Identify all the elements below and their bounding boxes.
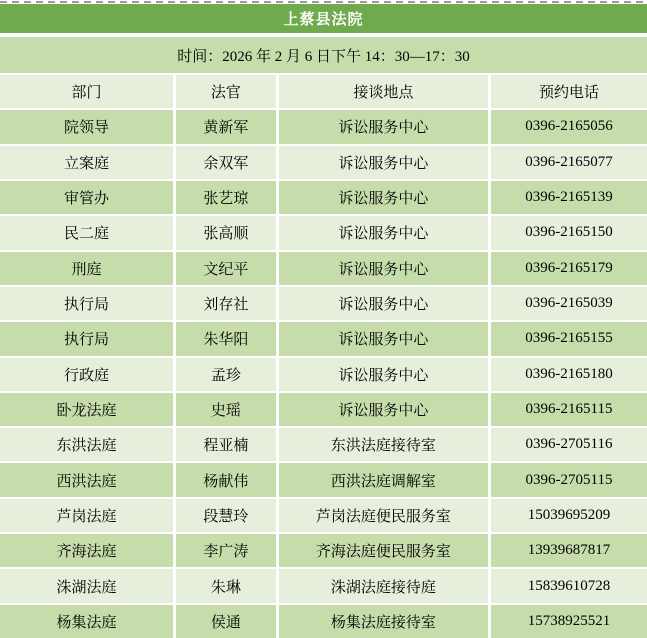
cell-department: 东洪法庭 — [0, 428, 176, 461]
cell-phone: 0396-2165155 — [525, 330, 613, 347]
table-row — [0, 428, 647, 461]
table-row — [0, 287, 647, 320]
table-row — [0, 358, 647, 391]
cell-location: 芦岗法庭便民服务室 — [279, 499, 491, 532]
table-row — [0, 463, 647, 496]
column-header-location: 接谈地点 — [279, 75, 491, 108]
cell-phone: 0396-2165180 — [525, 365, 613, 382]
cell-department: 行政庭 — [0, 358, 176, 391]
cell-phone: 0396-2165056 — [525, 118, 613, 135]
column-header-judge: 法官 — [176, 75, 279, 108]
cell-department: 刑庭 — [0, 252, 176, 285]
cell-phone: 0396-2165039 — [525, 295, 613, 312]
selection-dashed-border — [0, 0, 647, 4]
cell-phone: 15039695209 — [527, 506, 611, 523]
table-row — [0, 216, 647, 249]
cell-department: 民二庭 — [0, 216, 176, 249]
cell-department: 立案庭 — [0, 146, 176, 179]
cell-phone: 0396-2165115 — [525, 400, 613, 417]
table-row — [0, 252, 647, 285]
cell-judge: 朱琳 — [176, 569, 279, 602]
cell-judge: 李广涛 — [176, 534, 279, 567]
cell-judge: 刘存社 — [176, 287, 279, 320]
cell-judge: 史瑶 — [176, 393, 279, 426]
cell-judge: 杨献伟 — [176, 463, 279, 496]
cell-department: 芦岗法庭 — [0, 499, 176, 532]
cell-phone: 0396-2165139 — [525, 189, 613, 206]
cell-location: 诉讼服务中心 — [279, 216, 491, 249]
cell-phone: 0396-2705115 — [525, 471, 613, 488]
cell-department: 卧龙法庭 — [0, 393, 176, 426]
cell-judge: 朱华阳 — [176, 322, 279, 355]
cell-department: 审管办 — [0, 181, 176, 214]
cell-phone: 13939687817 — [527, 542, 611, 559]
column-header-phone: 预约电话 — [538, 85, 599, 102]
cell-location: 诉讼服务中心 — [279, 287, 491, 320]
cell-phone: 15738925521 — [527, 612, 611, 629]
session-time-text: 时间：2026 年 2 月 6 日下午 14：30—17：30 — [177, 48, 470, 65]
cell-location: 杨集法庭接待室 — [279, 605, 491, 638]
cell-department: 西洪法庭 — [0, 463, 176, 496]
cell-location: 诉讼服务中心 — [279, 393, 491, 426]
cell-location: 诉讼服务中心 — [279, 181, 491, 214]
column-header-department: 部门 — [0, 75, 176, 108]
cell-judge: 张高顺 — [176, 216, 279, 249]
cell-department: 杨集法庭 — [0, 605, 176, 638]
cell-location: 西洪法庭调解室 — [279, 463, 491, 496]
table-row — [0, 181, 647, 214]
table-row — [0, 534, 647, 567]
cell-location: 洙湖法庭接待庭 — [279, 569, 491, 602]
cell-location: 诉讼服务中心 — [279, 110, 491, 143]
cell-department: 执行局 — [0, 287, 176, 320]
cell-phone: 0396-2165150 — [525, 224, 613, 241]
cell-department: 洙湖法庭 — [0, 569, 176, 602]
cell-judge: 程亚楠 — [176, 428, 279, 461]
cell-location: 东洪法庭接待室 — [279, 428, 491, 461]
table-header-row — [0, 75, 647, 108]
cell-phone: 15839610728 — [527, 577, 611, 594]
cell-judge: 黄新军 — [176, 110, 279, 143]
cell-department: 齐海法庭 — [0, 534, 176, 567]
court-title: 上蔡县法院 — [283, 11, 364, 28]
cell-judge: 张艺琼 — [176, 181, 279, 214]
table-row — [0, 393, 647, 426]
cell-location: 诉讼服务中心 — [279, 322, 491, 355]
cell-phone: 0396-2165077 — [525, 153, 613, 170]
cell-location: 诉讼服务中心 — [279, 252, 491, 285]
cell-location: 诉讼服务中心 — [279, 358, 491, 391]
cell-judge: 侯通 — [176, 605, 279, 638]
table-row — [0, 569, 647, 602]
cell-department: 院领导 — [0, 110, 176, 143]
table-row — [0, 322, 647, 355]
table-row — [0, 499, 647, 532]
appointments-table — [0, 75, 647, 638]
cell-judge: 文纪平 — [176, 252, 279, 285]
table-row — [0, 146, 647, 179]
cell-location: 齐海法庭便民服务室 — [279, 534, 491, 567]
cell-judge: 段慧玲 — [176, 499, 279, 532]
court-title-banner — [0, 4, 647, 33]
table-row — [0, 110, 647, 143]
cell-judge: 孟珍 — [176, 358, 279, 391]
session-time-row — [0, 37, 647, 73]
cell-phone: 0396-2165179 — [525, 259, 613, 276]
table-row — [0, 605, 647, 638]
cell-phone: 0396-2705116 — [525, 436, 613, 453]
cell-department: 执行局 — [0, 322, 176, 355]
cell-location: 诉讼服务中心 — [279, 146, 491, 179]
cell-judge: 余双军 — [176, 146, 279, 179]
